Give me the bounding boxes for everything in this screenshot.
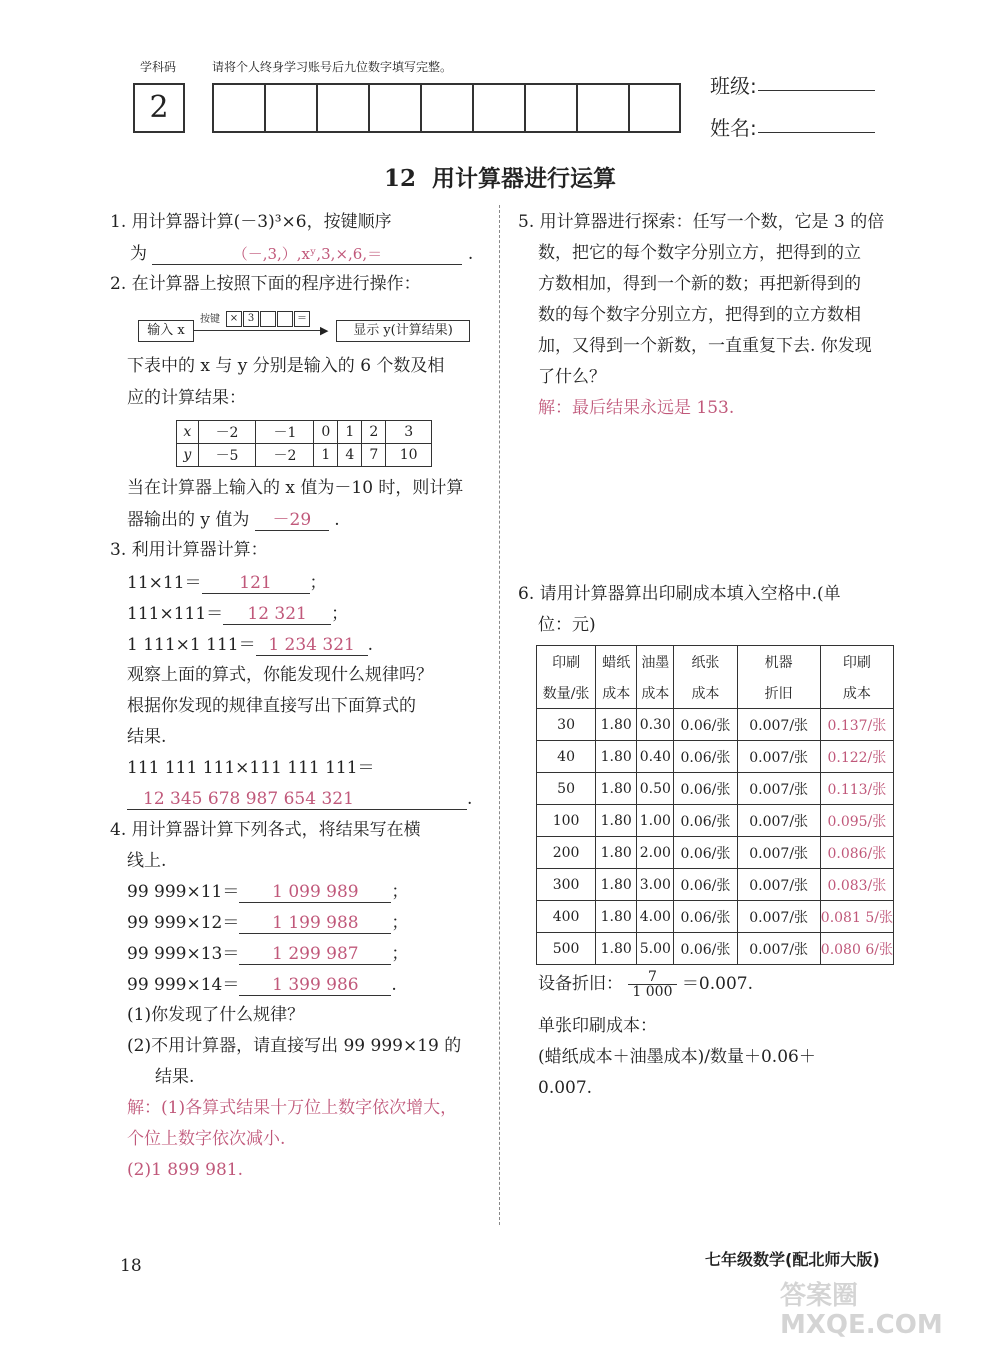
q2-after-prefix: 器输出的 y 值为 [127, 510, 250, 530]
account-digit-grid[interactable] [212, 83, 681, 133]
q5-line-3: 方数相加，得到一个新的数；再把新得到的 [538, 274, 861, 294]
table-cell: －1 [256, 421, 314, 444]
q3-expr: 111×111＝ [127, 604, 224, 624]
table-row [537, 773, 894, 805]
table-header-cell: 成本 [674, 677, 737, 709]
q3-answer[interactable]: 12 321 [247, 604, 307, 624]
q2-after-2 [127, 511, 340, 531]
table-cell: 0.50 [637, 773, 674, 805]
account-digit-cell[interactable] [526, 85, 578, 131]
table-cell: 0.007/张 [737, 773, 820, 805]
table-header-cell: 成本 [820, 677, 893, 709]
table-cell: 1.00 [637, 805, 674, 837]
table-row [537, 741, 894, 773]
table-cell: 0.007/张 [737, 869, 820, 901]
q3-answer[interactable]: 121 [239, 573, 272, 593]
flow-arrowhead-icon: ▶ [320, 324, 329, 337]
q2-answer[interactable]: －29 [272, 510, 312, 530]
table-row [537, 837, 894, 869]
table-cell: 1.80 [596, 869, 637, 901]
account-digit-cell[interactable] [266, 85, 318, 131]
q1-answer[interactable]: （－,3,）,xʸ,3,×,6,＝ [232, 245, 383, 263]
q3-end: ； [331, 604, 349, 624]
flow-keys [226, 308, 311, 327]
table-cell: 0.007/张 [737, 805, 820, 837]
table-cell: 1.80 [596, 837, 637, 869]
q3-observe: 观察上面的算式，你能发现什么规律吗？ [127, 665, 433, 685]
q4-sub-2a: (2)不用计算器，请直接写出 99 999×19 的 [127, 1036, 462, 1056]
book-title: 七年级数学(配北师大版) [705, 1250, 880, 1269]
table-header-cell: 机器 [737, 646, 820, 678]
q3-text: 3. 利用计算器计算： [110, 540, 268, 560]
table-row [537, 901, 894, 933]
q6-dep-label: 设备折旧： [538, 974, 623, 994]
name-label: 姓名: [710, 116, 757, 140]
q5-line-1: 5. 用计算器进行探索：任写一个数，它是 3 的倍 [518, 212, 885, 232]
q2-end: . [334, 510, 340, 530]
table-row [177, 421, 432, 444]
table-header-cell: 成本 [596, 677, 637, 709]
table-cell: 50 [537, 773, 596, 805]
table-cell: 0.06/张 [674, 869, 737, 901]
q3-line-3 [127, 636, 373, 656]
table-cell: －2 [198, 421, 256, 444]
flow-input-box [138, 320, 194, 342]
table-cell: 1.80 [596, 773, 637, 805]
table-cell: 0.06/张 [674, 933, 737, 965]
flow-key [277, 311, 293, 327]
flow-key: ＝ [294, 311, 310, 327]
q4-answer[interactable]: 1 299 987 [272, 944, 359, 964]
printing-cost-answer[interactable]: 0.095/张 [820, 805, 893, 837]
account-digit-cell[interactable] [214, 85, 266, 131]
account-digit-cell[interactable] [318, 85, 370, 131]
table-header-cell: 纸张 [674, 646, 737, 678]
account-digit-cell[interactable] [578, 85, 630, 131]
table-cell: 2.00 [637, 837, 674, 869]
q4-line-4 [127, 976, 397, 996]
q4-expr: 99 999×14＝ [127, 975, 240, 995]
table-header-cell: 成本 [637, 677, 674, 709]
q1-prefix: 为 [130, 244, 147, 264]
q6-unit-cost-label: 单张印刷成本： [538, 1016, 657, 1036]
table-header-cell: 油墨 [637, 646, 674, 678]
table-row [537, 805, 894, 837]
table-cell: x [177, 421, 199, 444]
table-cell: 1.80 [596, 901, 637, 933]
table-cell: 1.80 [596, 933, 637, 965]
table-cell: 40 [537, 741, 596, 773]
printing-cost-answer[interactable]: 0.081 5/张 [820, 901, 893, 933]
q2-flowchart [138, 308, 478, 342]
account-digit-cell[interactable] [474, 85, 526, 131]
table-cell: 400 [537, 901, 596, 933]
q3-big-answer[interactable]: 12 345 678 987 654 321 [143, 789, 354, 809]
flow-key [260, 311, 276, 327]
printing-cost-answer[interactable]: 0.080 6/张 [820, 933, 893, 965]
q3-answer[interactable]: 1 234 321 [268, 635, 355, 655]
q2-text: 2. 在计算器上按照下面的程序进行操作： [110, 274, 421, 294]
q4-end: ； [391, 882, 409, 902]
table-cell: 0 [314, 421, 338, 444]
q3-expr: 11×11＝ [127, 573, 202, 593]
table-cell: 0.007/张 [737, 741, 820, 773]
table-cell: 500 [537, 933, 596, 965]
q1-end: . [467, 244, 474, 264]
table-cell: 0.06/张 [674, 741, 737, 773]
q3-line-2 [127, 605, 348, 625]
account-digit-cell[interactable] [370, 85, 422, 131]
table-header-row [537, 646, 894, 678]
q4-sub-1: (1)你发现了什么规律？ [127, 1005, 305, 1025]
table-cell: 300 [537, 869, 596, 901]
q1-answer-line [130, 245, 473, 265]
subject-code-digit: 2 [149, 90, 169, 125]
q4-line-3 [127, 945, 408, 965]
q4-answer[interactable]: 1 199 988 [272, 913, 359, 933]
table-cell: 1.80 [596, 805, 637, 837]
table-cell: 30 [537, 709, 596, 741]
q5-line-6: 了什么？ [538, 367, 606, 387]
table-cell: 4 [338, 444, 362, 467]
table-cell: 1.80 [596, 741, 637, 773]
table-cell: 0.06/张 [674, 837, 737, 869]
q2-desc-2: 应的计算结果： [127, 388, 246, 408]
q4-solution-3: (2)1 899 981. [127, 1160, 244, 1180]
q6-dep-num: 7 [628, 970, 676, 985]
table-cell: 0.06/张 [674, 805, 737, 837]
table-cell: 1 [338, 421, 362, 444]
table-row [537, 933, 894, 965]
q3-end: ； [309, 573, 327, 593]
column-divider [499, 205, 500, 1225]
q3-big-end: . [467, 789, 473, 809]
q4-expr: 99 999×13＝ [127, 944, 240, 964]
account-digit-cell[interactable] [422, 85, 474, 131]
q5-line-5: 加，又得到一个新数，一直重复下去. 你发现 [538, 336, 872, 356]
q2-desc-1: 下表中的 x 与 y 分别是输入的 6 个数及相 [127, 356, 445, 376]
q3-rule-1: 根据你发现的规律直接写出下面算式的 [127, 696, 416, 716]
subject-code-box[interactable] [133, 83, 185, 133]
flow-key: × [226, 311, 242, 327]
name-field[interactable] [758, 132, 875, 133]
printing-cost-answer[interactable]: 0.137/张 [820, 709, 893, 741]
flow-input: 输入 x [147, 323, 185, 338]
printing-cost-answer[interactable]: 0.083/张 [820, 869, 893, 901]
table-cell: －5 [198, 444, 256, 467]
table-cell: 1 [314, 444, 338, 467]
page-number: 18 [120, 1256, 142, 1276]
table-cell: 200 [537, 837, 596, 869]
table-header-cell: 数量/张 [537, 677, 596, 709]
q3-end: . [367, 635, 373, 655]
q4-answer[interactable]: 1 099 989 [272, 882, 359, 902]
q3-big-expr: 111 111 111×111 111 111＝ [127, 758, 375, 778]
q6-text-2: 位：元) [538, 615, 596, 635]
table-cell: 0.06/张 [674, 901, 737, 933]
q5-line-4: 数的每个数字分别立方，把得到的立方数相 [538, 305, 861, 325]
table-cell: 10 [386, 444, 432, 467]
table-cell: 5.00 [637, 933, 674, 965]
table-cell: 0.007/张 [737, 901, 820, 933]
flow-key-label: 按键 [200, 314, 220, 325]
table-row [537, 869, 894, 901]
q6-dep-result: ＝0.007. [681, 974, 753, 994]
q6-text-1: 6. 请用计算器算出印刷成本填入空格中.(单 [518, 584, 841, 604]
q4-line-2 [127, 914, 408, 934]
q6-formula-2: 0.007. [538, 1078, 593, 1098]
flow-output: 显示 y(计算结果) [353, 323, 453, 338]
table-cell: 3.00 [637, 869, 674, 901]
printing-cost-answer[interactable]: 0.122/张 [820, 741, 893, 773]
page-title: 12 用计算器进行运算 [383, 165, 617, 192]
q4-line-1 [127, 883, 408, 903]
table-cell: 0.40 [637, 741, 674, 773]
q4-expr: 99 999×11＝ [127, 882, 240, 902]
table-cell: 3 [386, 421, 432, 444]
table-row [537, 709, 894, 741]
table-cell: 2 [362, 421, 386, 444]
q6-cost-table [536, 645, 894, 965]
q3-rule-2: 结果. [127, 727, 167, 747]
q4-end: ； [391, 944, 409, 964]
table-cell: 1.80 [596, 709, 637, 741]
subject-code-label: 学科码 [140, 60, 177, 74]
flow-key: 3 [243, 311, 259, 327]
q6-depreciation [538, 970, 753, 1006]
table-cell: 100 [537, 805, 596, 837]
printing-cost-answer[interactable]: 0.086/张 [820, 837, 893, 869]
table-cell: 0.06/张 [674, 709, 737, 741]
q2-xy-table [176, 420, 432, 467]
q3-line-1 [127, 574, 327, 594]
table-cell: 0.30 [637, 709, 674, 741]
q6-formula-1: (蜡纸成本＋油墨成本)/数量＋0.06＋ [538, 1047, 816, 1067]
table-cell: 0.06/张 [674, 773, 737, 805]
q4-solution-1: 解：(1)各算式结果十万位上数字依次增大， [127, 1098, 458, 1118]
flow-output-box [336, 320, 470, 342]
q5-line-2: 数，把它的每个数字分别立方，把得到的立 [538, 243, 861, 263]
table-header-cell: 印刷 [537, 646, 596, 678]
q4-text-2: 线上. [127, 851, 167, 871]
table-cell: 0.007/张 [737, 709, 820, 741]
q4-text-1: 4. 用计算器计算下列各式，将结果写在横 [110, 820, 421, 840]
table-cell: y [177, 444, 199, 467]
table-cell: －2 [256, 444, 314, 467]
q5-solution: 解：最后结果永远是 153. [538, 398, 735, 418]
class-label: 班级: [710, 74, 757, 98]
q1-text: 1. 用计算器计算(－3)³×6，按键顺序 [110, 212, 392, 232]
flow-arrow-line-1 [194, 330, 324, 331]
table-header-cell: 印刷 [820, 646, 893, 678]
table-cell: 0.007/张 [737, 837, 820, 869]
q3-big-answer-line [127, 790, 472, 810]
account-instruction: 请将个人终身学习账号后九位数字填写完整。 [212, 60, 453, 74]
q4-solution-2: 个位上数字依次减小. [127, 1129, 286, 1149]
watermark: 答案圈 MXQE.COM [780, 1281, 943, 1340]
q4-end: ； [391, 913, 409, 933]
q3-expr: 1 111×1 111＝ [127, 635, 256, 655]
printing-cost-answer[interactable]: 0.113/张 [820, 773, 893, 805]
q6-dep-den: 1 000 [632, 984, 673, 1000]
table-header-cell: 折旧 [737, 677, 820, 709]
q4-expr: 99 999×12＝ [127, 913, 240, 933]
table-cell: 0.007/张 [737, 933, 820, 965]
q4-end: . [391, 975, 397, 995]
table-header-row [537, 677, 894, 709]
table-cell: 7 [362, 444, 386, 467]
table-cell: 4.00 [637, 901, 674, 933]
q4-answer[interactable]: 1 399 986 [272, 975, 359, 995]
table-row [177, 444, 432, 467]
table-header-cell: 蜡纸 [596, 646, 637, 678]
class-field[interactable] [758, 90, 875, 91]
q2-after-1: 当在计算器上输入的 x 值为－10 时，则计算 [127, 478, 464, 498]
q4-sub-2b: 结果. [155, 1067, 195, 1087]
q6-dep-fraction [628, 970, 676, 999]
